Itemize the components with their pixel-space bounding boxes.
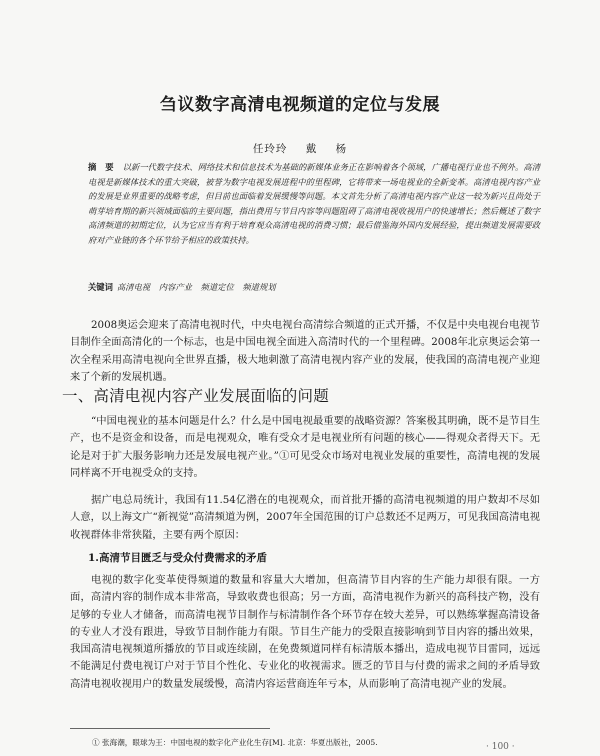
paper-title: 刍议数字高清电视频道的定位与发展 [160, 95, 440, 115]
body-paragraph-2: “中国电视业的基本问题是什么？什么是中国电视最重要的战略资源？答案极其明确，既不是节目生产，也不是资金和设备，而是电视观众，唯有受众才是电视业所有问题的核心——得观众者得天下。无论是对于扩大服务影响力还是发展电视产业。”①可见受众市场对电视业发展的重要性，高清电视的发展同样离不开电视受众的支持。 [70, 415, 540, 479]
keywords-label: 关键词 [88, 282, 113, 292]
body-paragraph-3: 据广电总局统计，我国有11.54亿潜在的电视观众，而首批开播的高清电视频道的用户数却不尽如人意，以上海文广“新视觉”高清频道为例，2007年全国范围的订户总数还不足两万，可见我国高清电视收视群体非常狭隘，主要有两个原因： [70, 494, 540, 541]
section-heading-1: 一、高清电视内容产业发展面临的问题 [62, 387, 329, 405]
abstract [88, 160, 540, 248]
footnote: ① 张海潮，眼球为王：中国电视的数字化产业化生存[M]. 北京：华夏出版社，2005. [92, 738, 378, 747]
page-number: · 100 · [486, 742, 515, 752]
body-paragraph-4: 电视的数字化变革使得频道的数量和容量大大增加，但高清节目内容的生产能力却很有限。一方面，高清内容的制作成本非常高，导致收费也很高；另一方面，高清电视作为新兴的高科技产物，没有足够的专业人才储备，而高清电视节目制作与标清制作各个环节存在较大差异，可以熟练掌握高清设备的专业人才没有跟进，导致节目制作能力有限。节目生产能力的受限直接影响到节目内容的播出效果，我国高清电视频道所播放的节目或连续剧，在免费频道同样有标清版本播出，造成电视节目雷同，远远不能满足付费电视订户对于节目个性化、专业化的收视需求。匮乏的节目与付费的需求之间的矛盾导致高清电视收视用户的数量发展缓慢，高清内容运营商连年亏本，从而影响了高清电视产业的发展。 [70, 574, 540, 690]
abstract-text: 以新一代数字技术、网络技术和信息技术为基础的新媒体业务正在影响着各个领域，广播电视行业也不例外。高清电视是新媒体技术的重大突破，被誉为数字电视发展进程中的里程碑，它将带来一场电视业的全新变革。高清电视内容产业的发展是业界重要的战略考虑，但目前也面临着发展缓慢等问题。本文首先分析了高清电视内容产业这一较为新兴且尚处于萌芽培育期的新兴领域面临的主要问题，指出费用与节目内容等问题阻碍了高清电视收视用户的快速增长；然后概述了数字高清频道的初期定位，认为它应当有利于培育观众高清电视的消费习惯；最后借鉴海外国内发展经验，提出频道发展需要政府对产业链的各个环节给予相应的政策扶持。 [88, 162, 540, 245]
keywords-list: 高清电视 内容产业 频道定位 频道规划 [116, 282, 276, 292]
authors: 任玲玲 戴 杨 [252, 143, 348, 155]
footnote-divider [70, 728, 270, 729]
keywords [88, 281, 540, 293]
abstract-label: 摘 要 [88, 162, 117, 172]
body-paragraph-1: 2008奥运会迎来了高清电视时代，中央电视台高清综合频道的正式开播，不仅是中央电视台电视节目制作全面高清化的一个标志，也是中国电视全面进入高清时代的一个里程碑。2008年北京奥运会第一次全程采用高清电视向全世界直播，极大地刺激了高清电视内容产业的发展，使我国的高清电视产业迎来了个新的发展机遇。 [70, 319, 540, 383]
subsection-heading-1: 1.高清节目匮乏与受众付费需求的矛盾 [88, 552, 267, 564]
